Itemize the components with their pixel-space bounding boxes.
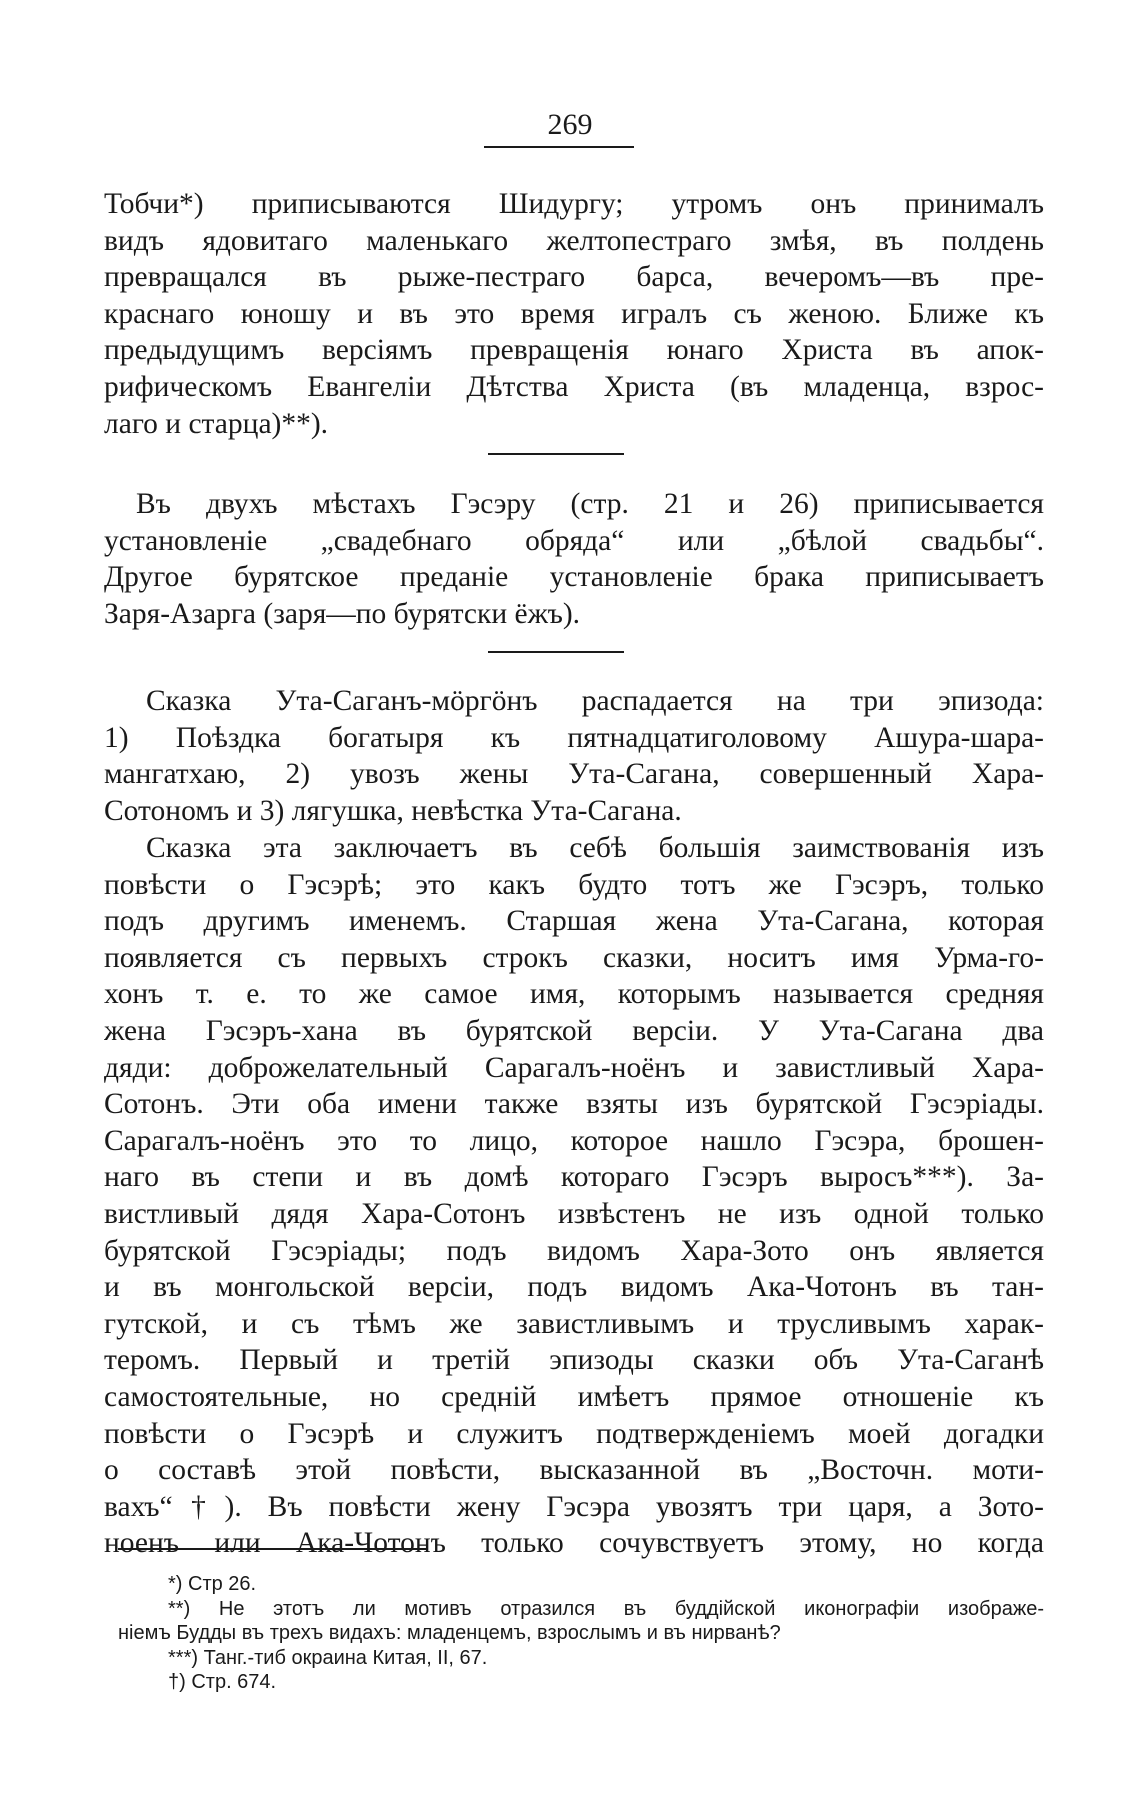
text-line: рифическомъ Евангеліи Дѣтства Христа (въ младенца, взрос- xyxy=(104,370,1044,403)
footnote: *) Стр 26. xyxy=(168,1573,257,1595)
text-line: Сотономъ и 3) лягушка, невѣстка Ута-Сагана. xyxy=(104,794,682,827)
text-line: Въ двухъ мѣстахъ Гэсэру (стр. 21 и 26) приписывается xyxy=(136,488,1044,520)
text-line: мангатхаю, 2) увозъ жены Ута-Сагана, совершенный Хара- xyxy=(104,758,1044,791)
text-line: установленіе „свадебнаго обряда“ или „бѣлой свадьбы“. xyxy=(104,524,1044,557)
text-line: о составѣ этой повѣсти, высказанной въ „Восточн. моти- xyxy=(104,1454,1044,1487)
text-line: гутской, и съ тѣмъ же завистливымъ и трусливымъ харак- xyxy=(104,1307,1044,1340)
text-line: лаго и старца)**). xyxy=(104,407,329,440)
paragraph-3 xyxy=(104,683,1044,829)
page-number-underline xyxy=(484,146,634,148)
text-line: жена Гэсэръ-хана въ бурятской версіи. У Ута-Сагана два xyxy=(104,1014,1044,1047)
text-line: 1) Поѣздка богатыря къ пятнадцатиголовому Ашура-шара- xyxy=(104,721,1044,754)
footnote-continuation: ніемъ Будды въ трехъ видахъ: младенцемъ, взрослымъ и въ нирванѣ? xyxy=(118,1622,781,1644)
section-divider xyxy=(488,453,624,455)
text-line: Тобчи*) приписываются Шидургу; утромъ онъ принималъ xyxy=(104,188,1044,220)
paragraph-4 xyxy=(104,830,1044,1562)
text-line: дяди: доброжелательный Сарагалъ-ноёнъ и завистливый Хара- xyxy=(104,1051,1044,1084)
text-line: Сарагалъ-ноёнъ это то лицо, которое нашло Гэсэра, брошен- xyxy=(104,1124,1044,1157)
text-line: Сотонъ. Эти оба имени также взяты изъ бурятской Гэсэріады. xyxy=(104,1088,1044,1121)
text-line: Сказка Ута-Саганъ-мöргöнъ распадается на три эпизода: xyxy=(146,685,1044,717)
text-line: наго въ степи и въ домѣ котораго Гэсэръ выросъ***). За- xyxy=(104,1161,1044,1194)
text-line: появляется съ первыхъ строкъ сказки, носитъ имя Урма-го- xyxy=(104,941,1044,974)
text-line: и въ монгольской версіи, подъ видомъ Ака-Чотонъ въ тан- xyxy=(104,1271,1044,1304)
text-line: ноенъ или Ака-Чотонъ только сочувствуетъ этому, но когда xyxy=(104,1527,1044,1560)
text-line: краснаго юношу и въ это время игралъ съ женою. Ближе къ xyxy=(104,297,1044,330)
text-line: вистливый дядя Хара-Сотонъ извѣстенъ не изъ одной только xyxy=(104,1197,1044,1230)
text-line: видъ ядовитаго маленькаго желтопестраго змѣя, въ полдень xyxy=(104,224,1044,257)
text-line: предыдущимъ версіямъ превращенія юнаго Христа въ апок- xyxy=(104,334,1044,367)
text-line: бурятской Гэсэріады; подъ видомъ Хара-Зото онъ является xyxy=(104,1234,1044,1267)
paragraph-2 xyxy=(104,486,1044,632)
section-divider xyxy=(488,651,624,653)
text-line: превращался въ рыже-пестраго барса, вечеромъ—въ пре- xyxy=(104,261,1044,294)
text-line: самостоятельные, но средній имѣетъ прямое отношеніе къ xyxy=(104,1380,1044,1413)
footnote: †) Стр. 674. xyxy=(168,1671,277,1693)
text-line: Другое бурятское преданіе установленіе брака приписываетъ xyxy=(104,561,1044,594)
text-line: подъ другимъ именемъ. Старшая жена Ута-Сагана, которая xyxy=(104,905,1044,938)
footnotes xyxy=(118,1572,1044,1695)
text-line: хонъ т. е. то же самое имя, которымъ называется средняя xyxy=(104,978,1044,1011)
text-line: вахъ“†). Въ повѣсти жену Гэсэра увозятъ три царя, а Зото- xyxy=(104,1490,1044,1523)
text-line: Сказка эта заключаетъ въ себѣ большія заимствованія изъ xyxy=(146,832,1044,864)
text-line: повѣсти о Гэсэрѣ и служитъ подтвержденіемъ моей догадки xyxy=(104,1417,1044,1450)
page-number: 269 xyxy=(547,108,593,141)
footnote: ***) Танг.-тиб окраина Китая, II, 67. xyxy=(168,1646,488,1669)
text-line: Заря-Азарга (заря—по бурятски ёжъ). xyxy=(104,597,581,630)
paragraph-1 xyxy=(104,186,1044,442)
footnote-rule xyxy=(118,1548,426,1550)
footnote: **) Не этотъ ли мотивъ отразился въ буддійской иконографіи изображе- xyxy=(168,1597,1044,1620)
text-line: повѣсти о Гэсэрѣ; это какъ будто тотъ же Гэсэръ, только xyxy=(104,868,1044,901)
text-line: теромъ. Первый и третій эпизоды сказки объ Ута-Саганѣ xyxy=(104,1344,1044,1377)
